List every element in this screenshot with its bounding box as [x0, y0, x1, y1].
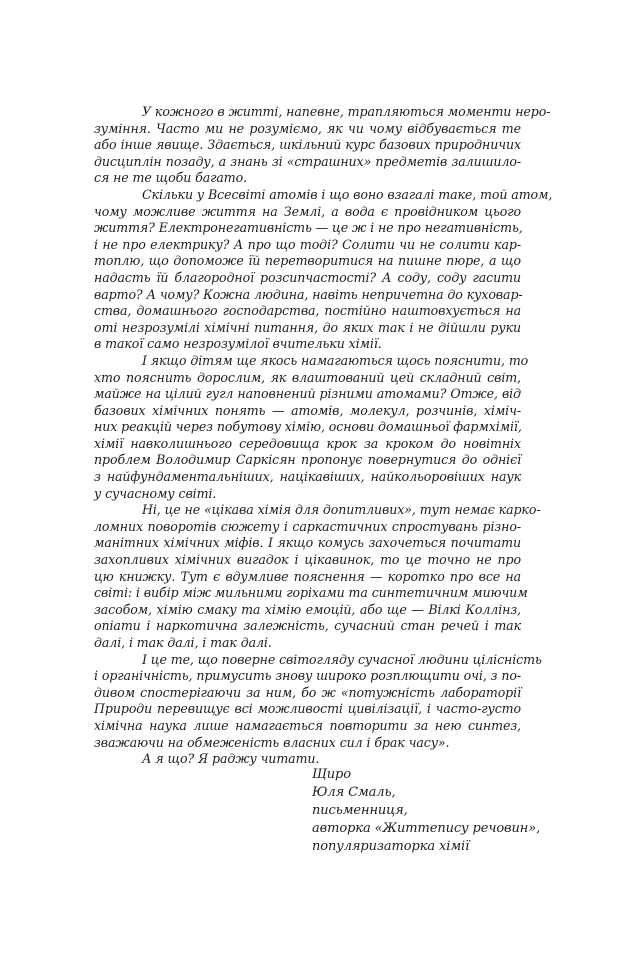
text-line: У кожного в житті, напевне, трапляються моменти неро-	[142, 104, 551, 119]
text-line: захопливих хімічних вигадок і цікавинок, то це точно не про	[94, 552, 521, 568]
paragraph	[94, 186, 553, 353]
text-line: у сучасному світі.	[94, 485, 217, 501]
text-line: Природи перевищує всі можливості цивілізації, і часто-густо	[94, 701, 521, 717]
paragraph	[94, 104, 551, 187]
text-line: чому можливе життя на Землі, а вода є провідником цього	[94, 203, 521, 219]
text-line: далі, і так далі, і так далі.	[94, 635, 272, 650]
text-line: І якщо дітям ще якось намагаються щось пояснити, то	[142, 352, 529, 368]
signature-line: Юля Смаль,	[312, 785, 396, 800]
signature-line: Щиро	[312, 767, 351, 782]
text-line: цю книжку. Тут є вдумливе пояснення — коротко про все на	[94, 568, 521, 584]
text-line: хто пояснить дорослим, як влаштований цей складний світ,	[94, 369, 521, 385]
text-line: зважаючи на обмеженість власних сил і брак часу».	[94, 734, 450, 750]
text-line: дивом спостерігаючи за ним, бо ж «потужність лабораторії	[94, 684, 521, 700]
text-line: Скільки у Всесвіті атомів і що воно взагалі таке, той атом,	[142, 186, 553, 202]
text-line: хімічна наука лише намагається повторити за нею синтез,	[94, 717, 521, 733]
paragraph	[94, 352, 529, 502]
signature-line: популяризаторка хімії	[312, 839, 470, 854]
signature-block	[312, 766, 540, 856]
text-line: хімії навколишнього середовища крок за кроком до новітніх	[94, 435, 521, 451]
paragraph	[94, 502, 541, 651]
text-line: в такої само незрозумілої вчительки хімії.	[94, 336, 382, 352]
text-line: варто? А чому? Кожна людина, навіть непричетна до куховар-	[94, 286, 523, 302]
text-line: проблем Володимир Саркісян пропонує повернутися до однієї	[94, 452, 521, 468]
text-line: манітних хімічних міфів. І якщо комусь захочеться почитати	[94, 535, 521, 551]
page-text	[94, 104, 553, 768]
text-line: топлю, що допоможе їй перетворитися на пишне пюре, а що	[94, 253, 521, 269]
text-line: або інше явище. Здається, шкільний курс базових природничих	[94, 137, 521, 153]
text-line: життя? Електронегативність — це ж і не про негативність,	[94, 220, 523, 236]
paragraph	[94, 651, 542, 752]
text-line: оті незрозумілі хімічні питання, до яких так і не дійшли руки	[94, 319, 521, 335]
text-line: і органічність, примусить знову широко розплющити очі, з по-	[94, 668, 521, 684]
text-line: зуміння. Часто ми не розуміємо, як чи чому відбувається те	[94, 120, 521, 136]
text-line: них реакцій через побутову хімію, основи домашньої фармхімії,	[94, 419, 522, 435]
text-line: І це те, що поверне світогляду сучасної людини цілісність	[142, 651, 542, 667]
text-line: майже на цілий гугл наповнений різними атомами? Отже, від	[94, 386, 521, 402]
signature-line: авторка «Життепису речовин»,	[312, 821, 541, 836]
text-line: ломних поворотів сюжету і саркастичних спростувань різно-	[94, 518, 521, 534]
text-line: ства, домашнього господарства, постійно наштовхується на	[94, 303, 521, 319]
text-line: дисциплін позаду, а знань зі «страшних» предметів залишило-	[94, 153, 521, 169]
text-line: Ні, це не «цікава хімія для допитливих», тут немає карко-	[142, 502, 541, 518]
text-line: А я що? Я раджу читати.	[142, 751, 320, 767]
text-line: засобом, хімію смаку та хімію емоцій, або ще — Вілкі Коллінз,	[94, 601, 521, 617]
text-line: надасть їй благородної розсипчастості? А соду, соду гасити	[94, 269, 521, 285]
text-line: опіати і наркотична залежність, сучасний стан речей і так	[94, 618, 521, 634]
text-line: світі: і вибір між мильними горіхами та синтетичним миючим	[94, 585, 528, 601]
text-line: ся не те щоби багато.	[94, 170, 248, 186]
signature-line: письменниця,	[312, 803, 408, 818]
text-line: і не про електрику? А про що тоді? Солити чи не солити кар-	[94, 236, 521, 252]
text-line: з найфундаментальніших, націкавіших, найкольоровіших наук	[94, 469, 521, 485]
text-line: базових хімічних понять — атомів, молекул, розчинів, хіміч-	[94, 402, 521, 418]
